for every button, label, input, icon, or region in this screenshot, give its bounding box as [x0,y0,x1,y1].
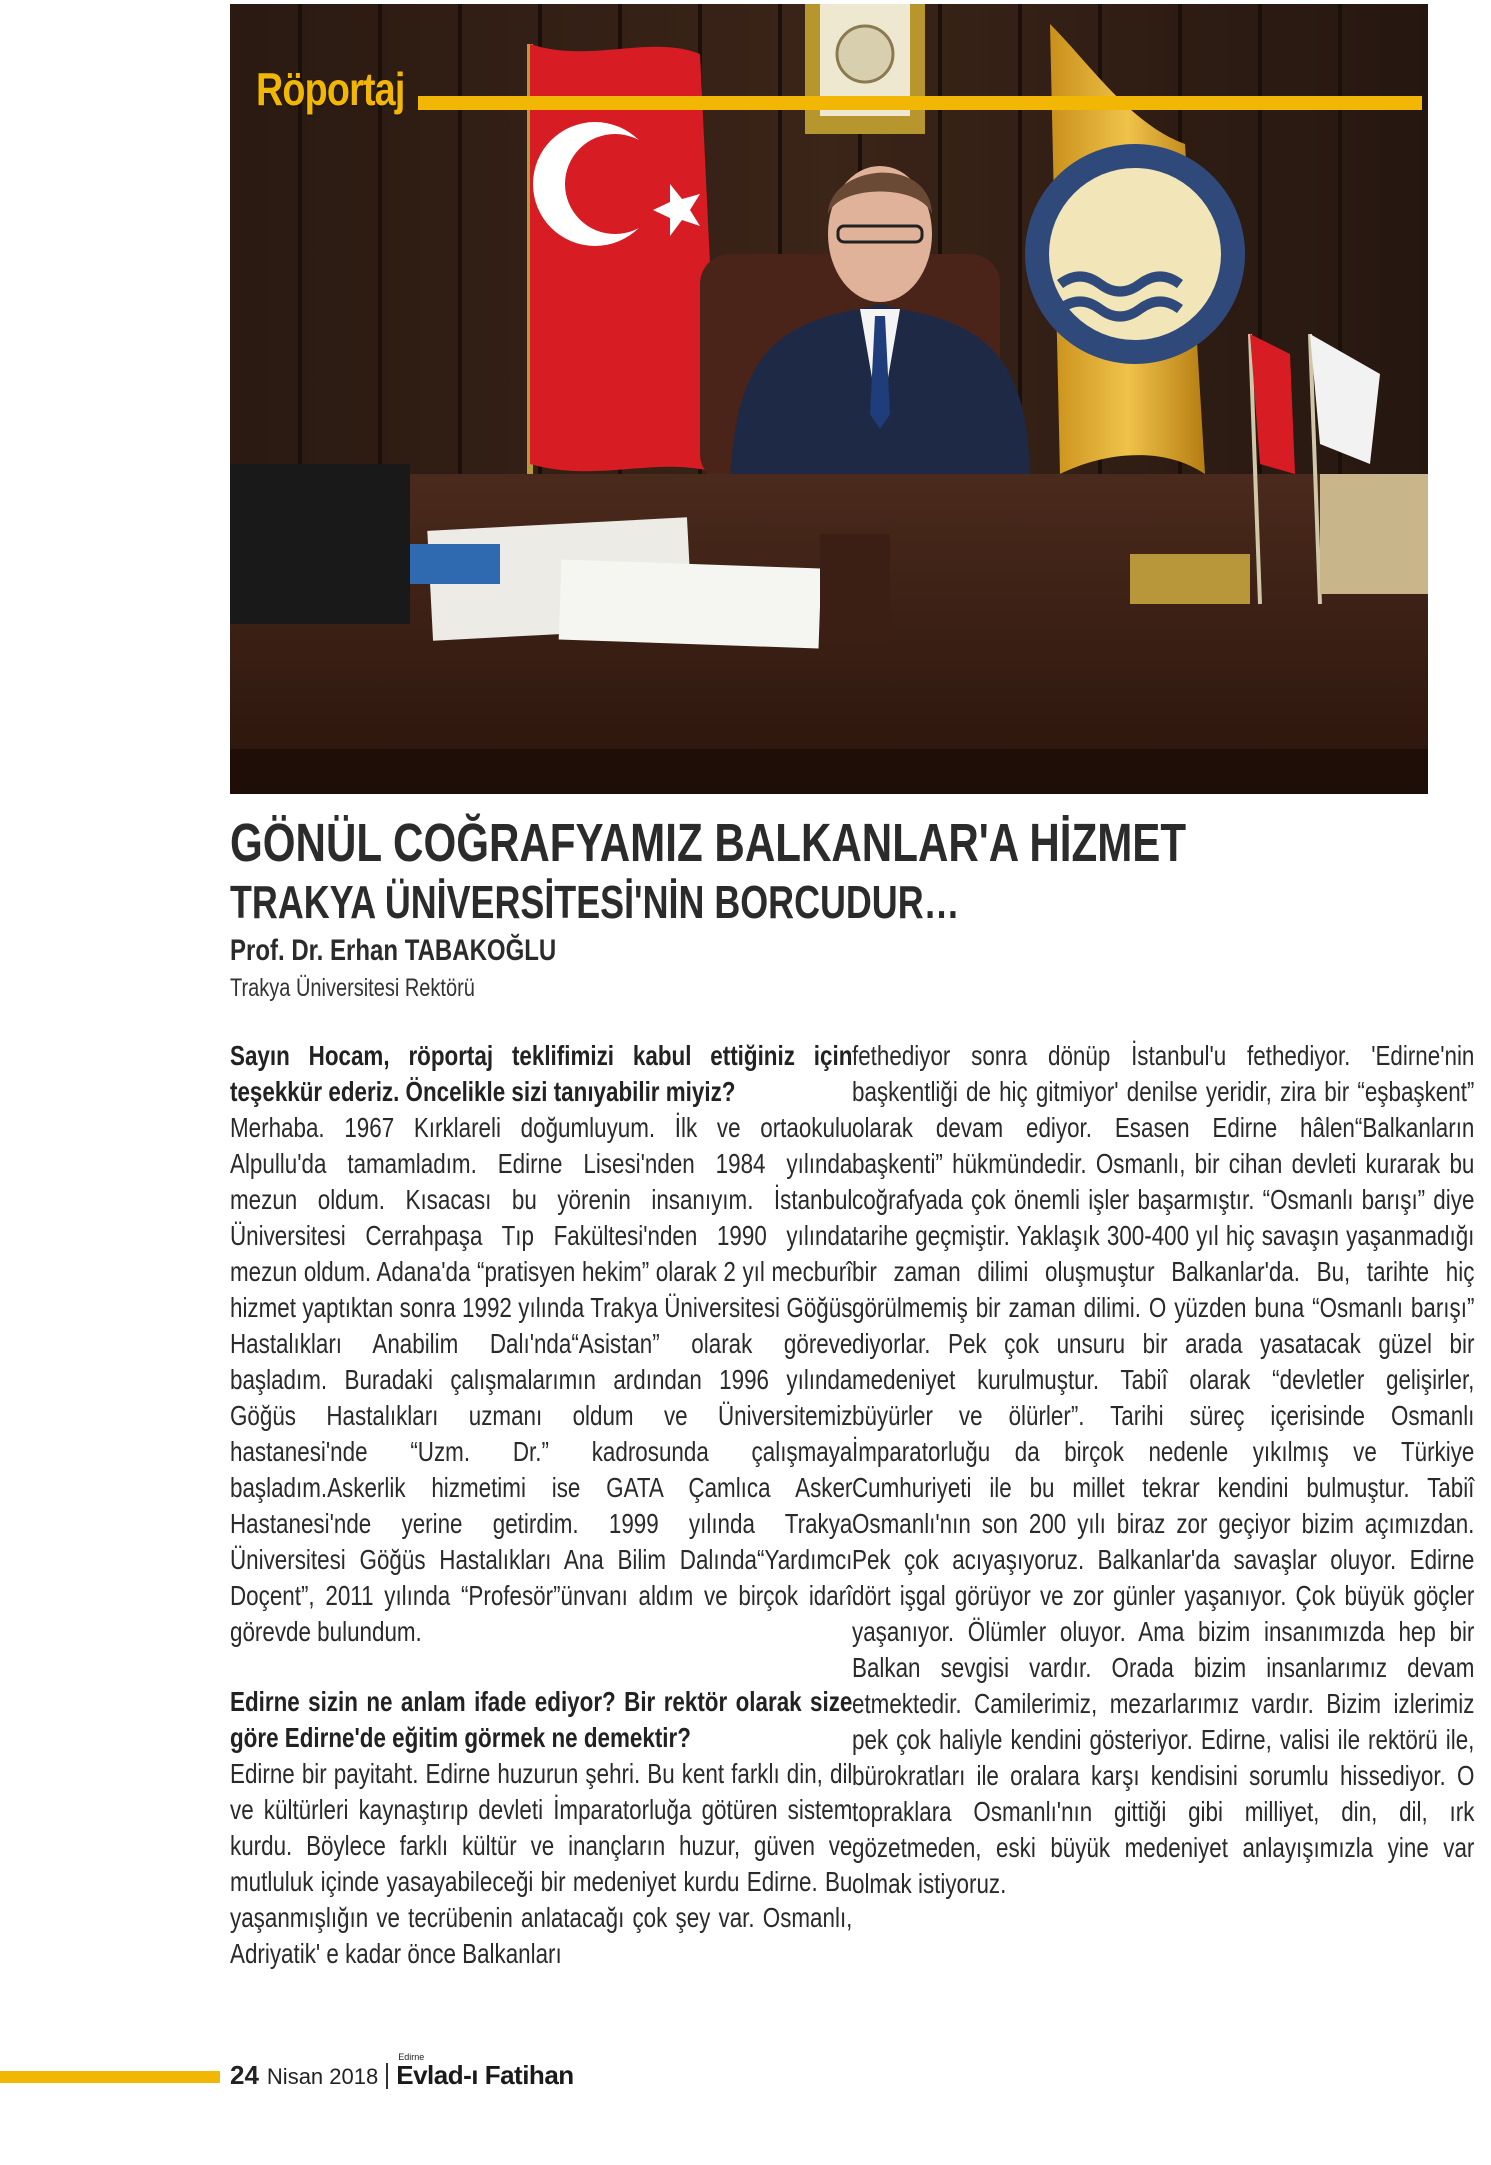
phone [230,464,410,624]
question-1: Sayın Hocam, röportaj teklifimizi kabul ettiğiniz için teşekkür ederiz. Öncelikle sizi tanıyabilir miyiz? [230,1040,853,1107]
page-number: 24 [230,2060,259,2090]
question-2: Edirne sizin ne anlam ifade ediyor? Bir rektör olarak size göre Edirne'de eğitim görmek ne demektir? [230,1686,853,1753]
author-name: Prof. Dr. Erhan TABAKOĞLU [230,934,557,967]
section-rule [418,96,1422,110]
turkish-flag-icon [530,44,720,484]
seal-icon [837,26,893,82]
article-headline: GÖNÜL COĞRAFYAMIZ BALKANLAR'A HİZMET [230,813,1187,873]
article-subheadline: TRAKYA ÜNİVERSİTESİ'NİN BORCUDUR… [230,876,960,928]
pen-holder [820,534,890,644]
answer-2-part-1: Edirne bir payitaht. Edirne huzurun şehri. Bu kent farklı din, dil ve kültürleri kaynaştırıp devleti İmparatorluğa götüren sistem kurdu. Böylece farklı kültür ve inançların huzur, güven ve mutluluk içinde yasayabileceği bir medeniyet kurdu Edirne. Bu yaşanmışlığın ve tecrübenin anlatacağı çok şey var. Osmanlı, Adriyatik' e kadar önce Balkanları [230,1758,853,1969]
answer-1: Merhaba. 1967 Kırklareli doğumluyum. İlk ve ortaokulu Alpullu'da tamamladım. Edirne Lisesi'nden 1984 yılında mezun oldum. Kısacası bu yörenin insanıyım. İstanbul Üniversitesi Cerrahpaşa Tıp Fakültesi'nden 1990 yılında mezun oldum. Adana'da “pratisyen hekim” olarak 2 yıl mecburî hizmet yaptıktan sonra 1992 yılında Trakya Üniversitesi Göğüs Hastalıkları Anabilim Dalı'nda“Asistan” olarak göreve başladım. Buradaki çalışmalarımın ardından 1996 yılında Göğüs Hastalıkları uzmanı oldum ve Üniversitemiz hastanesi'nde “Uzm. Dr.” kadrosunda çalışmaya başladım.Askerlik hizmetimi ise GATA Çamlıca Asker Hastanesi'nde yerine getirdim. 1999 yılında Trakya Üniversitesi Göğüs Hastalıkları Ana Bilim Dalında“Yardımcı Doçent”, 2011 yılında “Profesör”ünvanı aldım ve birçok idarî görevde bulundum. [230,1112,853,1647]
brand-logo: Evlad-ı Fatihan [396,2060,574,2090]
author-title: Trakya Üniversitesi Rektörü [230,974,475,1002]
books [1320,474,1428,594]
page-footer [230,2052,574,2091]
section-label: Röportaj [256,63,405,115]
office-scene-illustration [230,4,1428,794]
column-left [230,1038,852,1972]
issue-date: Nisan 2018 [266,2064,379,2089]
cover-photo [230,4,1428,794]
column-right [852,1038,1474,1902]
nameplate [1130,554,1250,604]
answer-2-part-2: fethediyor sonra dönüp İstanbul'u fethediyor. 'Edirne'nin başkentliği de hiç gitmiyor' denilse yeridir, zira bir “eşbaşkent” olarak devam ediyor. Esasen Edirne hâlen“Balkanların başkenti” hükmündedir. Osmanlı, bir cihan devleti kurarak bu coğrafyada çok önemli işler başarmıştır. “Osmanlı barışı” diye tarihe geçmiştir. Yaklaşık 300-400 yıl hiç savaşın yaşanmadığı bir zaman dilimi oluşmuştur Balkanlar'da. Bu, tarihte hiç görülmemiş bir zaman dilimi. O yüzden buna “Osmanlı barışı” diyorlar. Pek çok unsuru bir arada yasatacak güzel bir medeniyet kurulmuştur. Tabiî olarak “devletler gelişirler, büyürler ve ölürler”. Tarihi süreç içerisinde Osmanlı İmparatorluğu da birçok nedenle yıkılmış ve Türkiye Cumhuriyeti ile bu millet tekrar kendini bulmuştur. Tabiî Osmanlı'nın son 200 yılı biraz zor geçiyor bizim açımızdan. Pek çok acıyaşıyoruz. Balkanlar'da savaşlar oluyor. Edirne dört işgal görüyor ve zor günler yaşanıyor. Çok büyük göçler yaşanıyor. Ölümler oluyor. Ama bizim insanımızda hep bir Balkan sevgisi vardır. Orada bizim insanlarımız devam etmektedir. Camilerimiz, mezarlarımız vardır. Bizim izlerimiz pek çok haliyle kendini gösteriyor. Edirne, valisi ile rektörü ile, bürokratları ile oralara karşı kendisini sorumlu hissediyor. O topraklara Osmanlı'nın gittiği gibi milliyet, din, dil, ırk gözetmeden, eski büyük medeniyet anlayışımızla yine var olmak istiyoruz. [852,1040,1475,1899]
footer-divider [386,2063,388,2089]
footer-accent-bar [0,2071,220,2083]
brand-prefix: Edirne [398,2052,425,2062]
